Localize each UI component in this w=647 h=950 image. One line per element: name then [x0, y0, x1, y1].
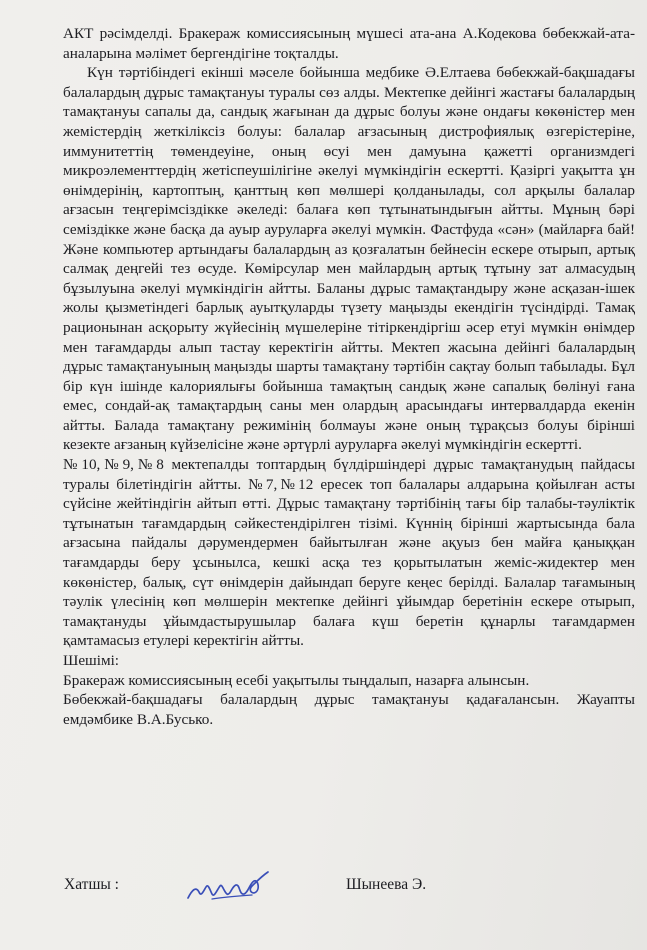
decision-2: Бөбекжай-бақшадағы балалардың дұрыс тамақтануы қадағалансын. Жауапты емдәмбике В.А.Бусько.	[63, 691, 635, 728]
signature-icon	[182, 868, 274, 906]
document-body	[63, 24, 635, 729]
secretary-name: Шынеева Э.	[346, 876, 427, 893]
paragraph-2: Күн тәртібіндегі екінші мәселе бойынша медбике Ә.Елтаева бөбекжай-бақшадағы балалардың дұрыс тамақтануы туралы сөз алды. Мектепке дейінгі жастағы балалардың тамақтануы сапалы да, сандық жағынан да дұрыс болуы және ондағы көкөністер мен жемістердің жеткіліксіз болуы: балалар ағзасының дистрофиялық өзгерістеріне, иммунитеттің төмендеуіне, оның өсуі мен дамуына қажетті организмдегі микроэлементтердің жетіспеушілігіне әкелуі мүмкіндігін ескертті. Қазіргі уақытта ұн өнімдерінің, картоптың, қанттың көп мөлшері қолданылады, сол арқылы балалар ағзасын теңгерімсіздікке әкеледі: балаға көп тұтынатындығын айтты. Мұның бәрі семіздікке және басқа да ауыр ауруларға әкелуі мүмкін. Фастфуда «сән» (майларға бай! Және компьютер артындағы балалардың аз қозғалатын бейнесін ескере отырып, артық салмақ деңгейі тез өсуде. Көмірсулар мен майлардың артық тұтыну зат алмасудың бұзылуына әкелуі мүмкіндігін айтты. Баланы дұрыс тамақтандыру және асқазан-ішек жолы қызметіндегі барлық ауытқуларды түзету маңызды екендігін түсіндірді. Тамақ рационынан асқорыту жүйесінің мүшелеріне тітіркендіргіш әсер етуі мүмкін өнімдер мен тағамдарды алып тастау керектігін айтты. Мектеп жасына дейінгі балалардың дұрыс тамақтануының маңызды шарты тамақтану тәртібін сақтау болып табылады. Бұл бір күн ішінде калориялығы бойынша тамақтың сандық және сапалық бөлінуі ғана емес, сондай-ақ тамақтардың саны мен олардың арасындағы интервалдарда екенін айтты. Балада тамақтану режимінің болмауы және оның тұрақсыз болуы бірінші кезекте ағзаның күйзелісіне және әртүрлі ауруларға әкелуі мүмкіндігін ескертті.	[63, 64, 635, 454]
paragraph-3: №10,№9,№8 мектепалды топтардың бүлдіршіндері дұрыс тамақтанудың пайдасы туралы білетіндігін айтты. №7,№12 ересек топ балалары алдарына қойылған асты сүйсіне жейтіндігін айтып өтті. Дұрыс тамақтану тәртібінің тағы бір талабы-тәуліктік тұтынатын тағамдардың сәйкестендірілген тізімі. Күннің бірінші жартысында бала ағзасына пайдалы дәрумендермен байытылған және ақуыз бен майға қаныққан тағамдарды беру ұсынылса, кешкі асқа тез қорытылатын жеміс-жидектер мен көкөністер, балық, сүт өнімдерін дайындап беруге кеңес берілді. Балалар тағамының тәулік үлесінің көп мөлшерін мектепке дейінгі ұйымдар беретінін ескере отырып, тамақтануды ұйымдастырушылар балаға күш беретін құнарлы тағамдармен қамтамасыз етулері керектігін айтты.	[63, 456, 635, 650]
secretary-label: Хатшы :	[64, 876, 119, 893]
decision-heading: Шешімі:	[63, 652, 120, 669]
paragraph-1: АКТ рәсімделді. Бракераж комиссиясының мүшесі ата-ана А.Кодекова бөбекжай-ата-аналарына мәлімет бергендігіне тоқталды.	[63, 25, 635, 62]
signature-block	[64, 868, 624, 908]
decision-1: Бракераж комиссиясының есебі уақытылы тыңдалып, назарға алынсын.	[63, 671, 530, 689]
